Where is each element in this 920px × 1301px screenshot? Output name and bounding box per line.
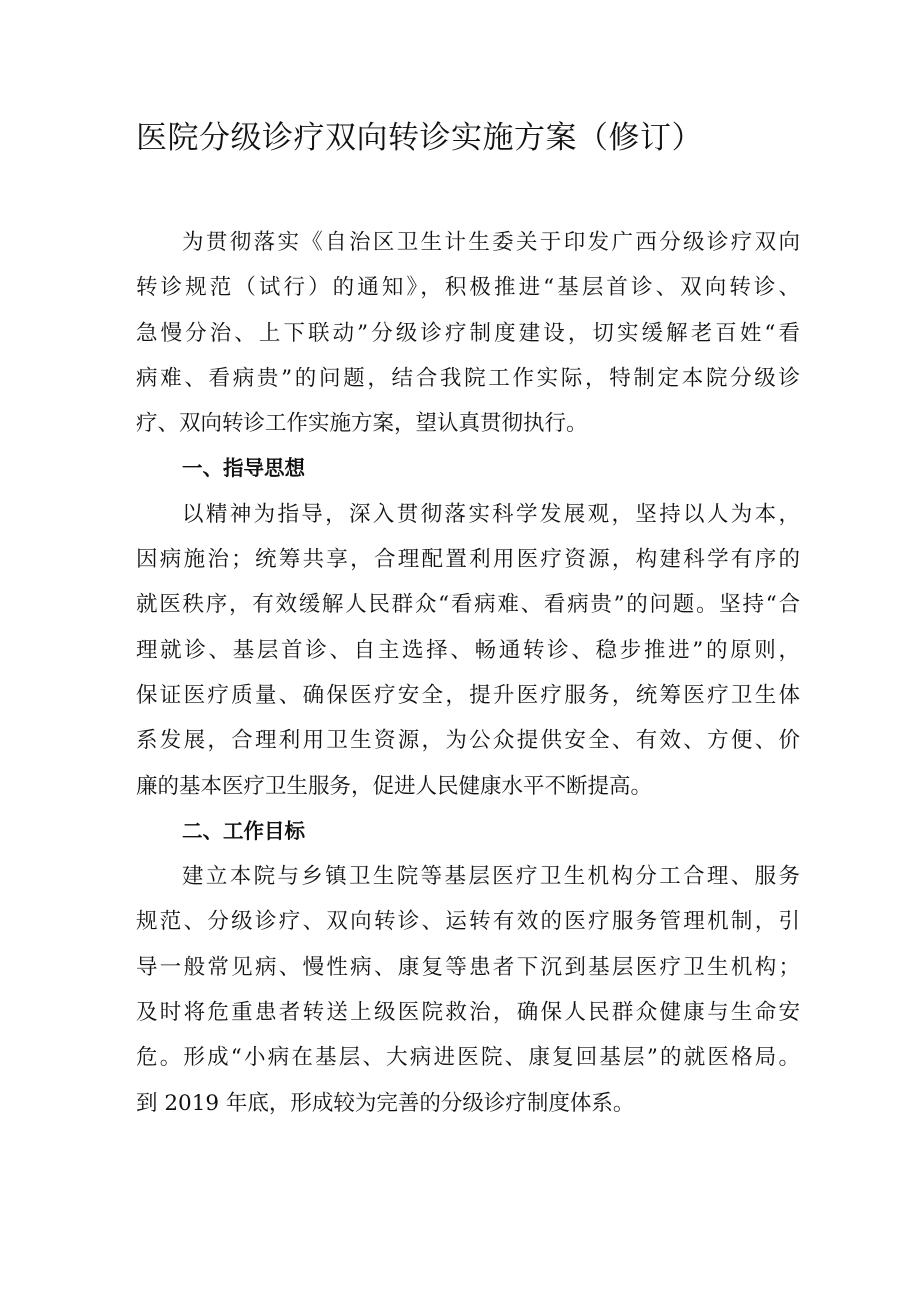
intro-paragraph [136, 220, 800, 446]
text-line: 廉的基本医疗卫生服务，促进人民健康水平不断提高。 [136, 773, 653, 799]
guiding-ideology-paragraph [136, 492, 800, 809]
text-line: 急慢分治、上下联动”分级诊疗制度建设，切实缓解老百姓“看 [136, 320, 800, 346]
text-line: 疗、双向转诊工作实施方案，望认真贯彻执行。 [136, 411, 588, 437]
work-goals-paragraph [136, 854, 800, 1126]
text-line: 理就诊、基层首诊、自主选择、畅通转诊、稳步推进”的原则， [136, 637, 800, 663]
text-line: 转诊规范（试行）的通知》，积极推进“基层首诊、双向转诊、 [136, 275, 800, 301]
document-body [136, 220, 800, 1126]
section-heading-work-goals: 二、工作目标 [182, 818, 305, 843]
text-line: 病难、看病贵”的问题，结合我院工作实际，特制定本院分级诊 [136, 365, 800, 391]
text-line: 到 2019 年底，形成较为完善的分级诊疗制度体系。 [136, 1090, 635, 1116]
document-title: 医院分级诊疗双向转诊实施方案（修订） [136, 120, 703, 156]
text-line: 系发展，合理利用卫生资源，为公众提供安全、有效、方便、价 [136, 728, 800, 754]
text-line: 危。形成“小病在基层、大病进医院、康复回基层”的就医格局。 [136, 1045, 800, 1071]
text-line: 导一般常见病、慢性病、康复等患者下沉到基层医疗卫生机构； [136, 954, 800, 980]
text-line: 及时将危重患者转送上级医院救治，确保人民群众健康与生命安 [136, 1000, 800, 1026]
text-line: 为贯彻落实《自治区卫生计生委关于印发广西分级诊疗双向 [182, 230, 800, 255]
text-line: 以精神为指导，深入贯彻落实科学发展观，坚持以人为本， [182, 501, 800, 527]
text-line: 规范、分级诊疗、双向转诊、运转有效的医疗服务管理机制，引 [136, 909, 800, 935]
text-line: 保证医疗质量、确保医疗安全，提升医疗服务，统筹医疗卫生体 [136, 682, 800, 708]
section-heading-guiding-ideology: 一、指导思想 [182, 456, 305, 481]
text-line: 就医秩序，有效缓解人民群众“看病难、看病贵”的问题。坚持“合 [136, 592, 800, 618]
text-line: 因病施治；统筹共享，合理配置利用医疗资源，构建科学有序的 [136, 547, 800, 573]
text-line: 建立本院与乡镇卫生院等基层医疗卫生机构分工合理、服务 [182, 864, 800, 890]
